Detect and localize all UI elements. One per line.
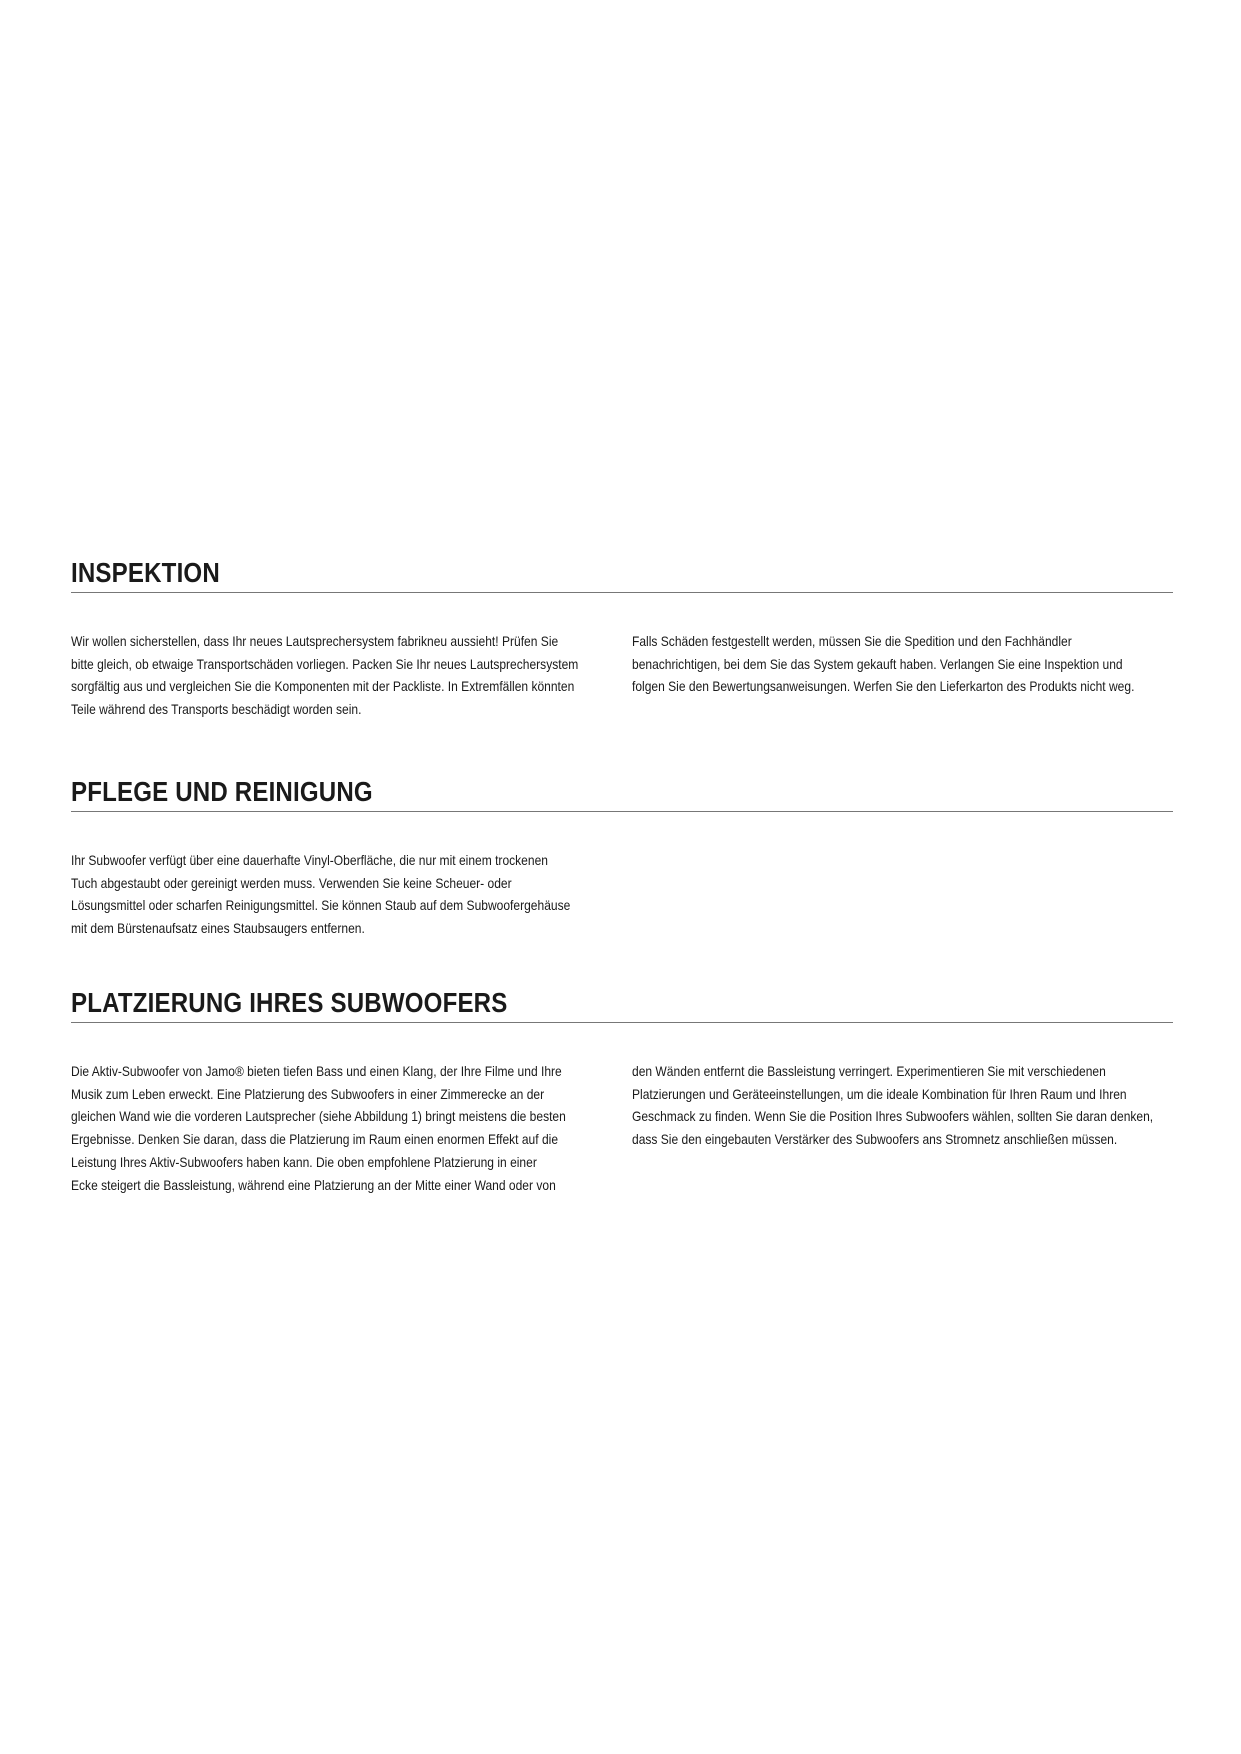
paragraph-right [632,1037,1172,1174]
section-title: PLATZIERUNG IHRES SUBWOOFERS [71,987,508,1018]
paragraph-right [632,826,1172,872]
paragraph-right-text: den Wänden entfernt die Bassleistung verringert. Experimentieren Sie mit verschiedenen Platzierungen und Geräteeinstellungen, um die ideale Kombination für Ihren Raum und Ihren Geschmack zu finden. Wenn Sie die Position Ihres Subwoofers wählen, sollten Sie daran denken, dass Sie den eingebauten Verstärker des Subwoofers ans Stromnetz anschließen müssen. [632,1062,1154,1148]
paragraph-right-text: Falls Schäden festgestellt werden, müssen Sie die Spedition und den Fachhändler benachrichtigen, bei dem Sie das System gekauft haben. Verlangen Sie eine Inspektion und folgen Sie den Bewertungsanweisungen. Werfen Sie den Lieferkarton des Produkts nicht weg. [632,632,1135,695]
paragraph-left [71,826,611,963]
paragraph-right [632,607,1172,721]
paragraph-left [71,607,611,744]
section-platzierung [71,986,1173,1193]
section-inspektion [71,556,1173,718]
section-pflege-und-reinigung [71,775,1173,937]
section-divider [71,1022,1173,1023]
section-divider [71,811,1173,812]
paragraph-left-text: Wir wollen sicherstellen, dass Ihr neues Lautsprechersystem fabrikneu aussieht! Prüfen Sie bitte gleich, ob etwaige Transportschäden vorliegen. Packen Sie Ihr neues Lautsprechersystem sorgfältig aus und vergleichen Sie die Komponenten mit der Packliste. In Extremfällen könnten Teile während des Transports beschädigt worden sein. [71,632,579,718]
paragraph-left [71,1037,611,1219]
paragraph-left-text: Ihr Subwoofer verfügt über eine dauerhafte Vinyl-Oberfläche, die nur mit einem trockenen Tuch abgestaubt oder gereinigt werden muss. Verwenden Sie keine Scheuer- oder Lösungsmittel oder scharfen Reinigungsmittel. Sie können Staub auf dem Subwoofergehäuse mit dem Bürstenaufsatz eines Staubsaugers entfernen. [71,851,571,937]
paragraph-left-text: Die Aktiv-Subwoofer von Jamo® bieten tiefen Bass und einen Klang, der Ihre Filme und Ihre Musik zum Leben erweckt. Eine Platzierung des Subwoofers in einer Zimmerecke an der gleichen Wand wie die vorderen Lautsprecher (siehe Abbildung 1) bringt meistens die besten Ergebnisse. Denken Sie daran, dass die Platzierung im Raum einen enormen Effekt auf die Leistung Ihres Aktiv-Subwoofers haben kann. Die oben empfohlene Platzierung in einer Ecke steigert die Bassleistung, während eine Platzierung an der Mitte einer Wand oder von [71,1062,566,1193]
section-title: INSPEKTION [71,557,220,588]
section-divider [71,592,1173,593]
section-title: PFLEGE UND REINIGUNG [71,776,373,807]
